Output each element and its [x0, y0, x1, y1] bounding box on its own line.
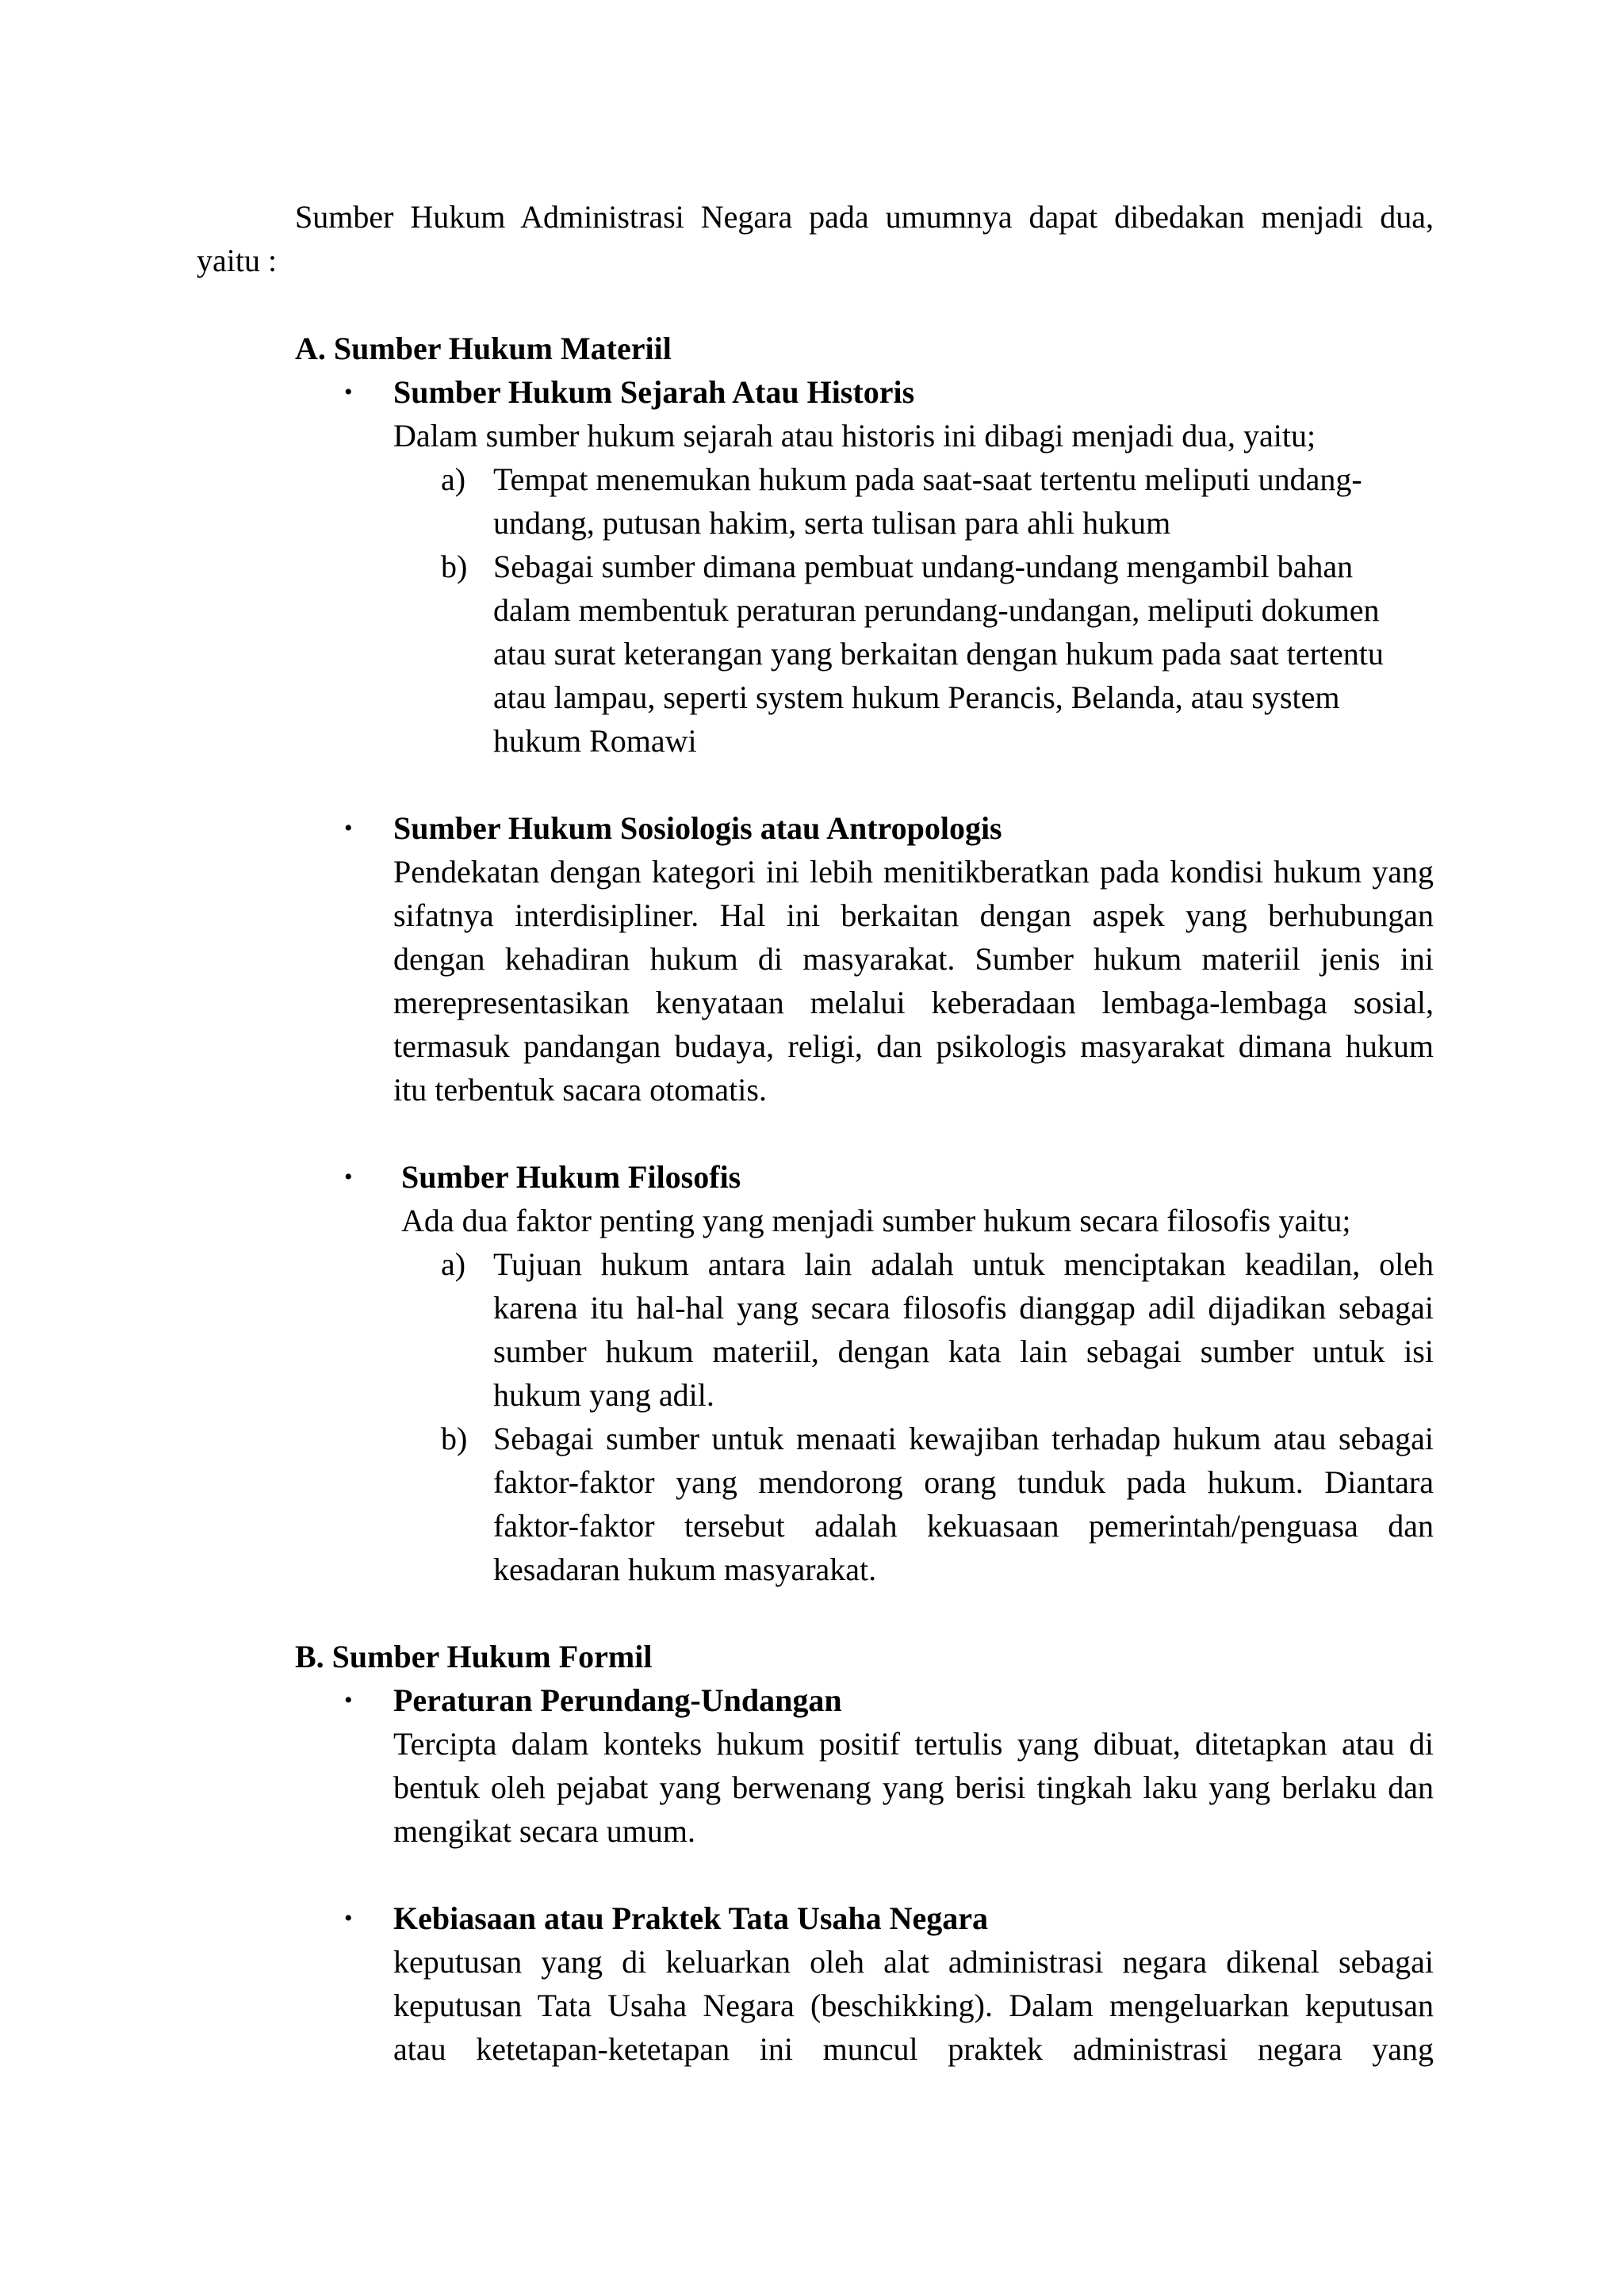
text-line: merepresentasikan kenyataan melalui keberadaan lembaga-lembaga sosial,: [393, 985, 1434, 1020]
filosofis-title: Sumber Hukum Filosofis: [401, 1159, 741, 1195]
historis-title: Sumber Hukum Sejarah Atau Historis: [393, 374, 915, 410]
text-line: faktor-faktor tersebut adalah kekuasaan pemerintah/penguasa dan: [493, 1508, 1434, 1544]
item-marker: b): [441, 1421, 468, 1456]
text-line: kesadaran hukum masyarakat.: [493, 1552, 877, 1587]
text-line: atau lampau, seperti system hukum Perancis, Belanda, atau system: [493, 679, 1340, 715]
text-line: Sebagai sumber untuk menaati kewajiban terhadap hukum atau sebagai: [493, 1421, 1434, 1456]
section-b-heading: B. Sumber Hukum Formil: [295, 1639, 653, 1674]
bullet-icon: •: [344, 1687, 353, 1713]
text-line: itu terbentuk sacara otomatis.: [393, 1072, 767, 1108]
bullet-icon: •: [344, 1164, 353, 1190]
text-line: Ada dua faktor penting yang menjadi sumber hukum secara filosofis yaitu;: [401, 1203, 1351, 1238]
text-line: atau ketetapan-ketetapan ini muncul praktek administrasi negara yang: [393, 2031, 1434, 2067]
text-line: Tercipta dalam konteks hukum positif tertulis yang dibuat, ditetapkan atau di: [393, 1726, 1434, 1762]
bullet-icon: •: [344, 1905, 353, 1931]
kebiasaan-paragraph: [393, 1940, 1434, 2071]
item-body: [493, 545, 1434, 763]
text-line: Tujuan hukum antara lain adalah untuk menciptakan keadilan, oleh: [493, 1246, 1434, 1282]
historis-lead: [393, 414, 1434, 457]
sosiologis-title: Sumber Hukum Sosiologis atau Antropologis: [393, 810, 1002, 846]
text-line: bentuk oleh pejabat yang berwenang yang berisi tingkah laku yang berlaku dan: [393, 1770, 1434, 1805]
peraturan-title: Peraturan Perundang-Undangan: [393, 1682, 842, 1718]
item-body: [493, 1417, 1434, 1591]
kebiasaan-title: Kebiasaan atau Praktek Tata Usaha Negara: [393, 1900, 989, 1936]
section-a-heading: A. Sumber Hukum Materiil: [295, 331, 672, 366]
text-line: undang, putusan hakim, serta tulisan para ahli hukum: [493, 505, 1171, 541]
text-line: atau surat keterangan yang berkaitan dengan hukum pada saat tertentu: [493, 636, 1384, 672]
sosiologis-paragraph: [393, 850, 1434, 1112]
item-body: [493, 457, 1434, 545]
item-body: [493, 1242, 1434, 1417]
text-line: mengikat secara umum.: [393, 1813, 695, 1849]
text-line: dengan kehadiran hukum di masyarakat. Sumber hukum materiil jenis ini: [393, 941, 1434, 977]
bullet-icon: •: [344, 379, 353, 405]
intro-line-2: yaitu :: [197, 243, 278, 278]
text-line: hukum yang adil.: [493, 1377, 714, 1413]
text-line: Sebagai sumber dimana pembuat undang-undang mengambil bahan: [493, 549, 1354, 584]
text-line: Dalam sumber hukum sejarah atau historis ini dibagi menjadi dua, yaitu;: [393, 418, 1316, 453]
item-marker: b): [441, 549, 468, 584]
text-line: dalam membentuk peraturan perundang-undangan, meliputi dokumen: [493, 592, 1380, 628]
text-line: Pendekatan dengan kategori ini lebih menitikberatkan pada kondisi hukum yang: [393, 854, 1434, 890]
item-marker: a): [441, 461, 466, 497]
filosofis-lead: [401, 1199, 1442, 1242]
text-line: keputusan yang di keluarkan oleh alat administrasi negara dikenal sebagai: [393, 1944, 1434, 1980]
text-line: termasuk pandangan budaya, religi, dan psikologis masyarakat dimana hukum: [393, 1028, 1434, 1064]
text-line: hukum Romawi: [493, 723, 697, 759]
intro-line-1: Sumber Hukum Administrasi Negara pada umumnya dapat dibedakan menjadi dua,: [295, 199, 1434, 235]
text-line: Tempat menemukan hukum pada saat-saat tertentu meliputi undang-: [493, 461, 1362, 497]
peraturan-paragraph: [393, 1722, 1434, 1853]
bullet-icon: •: [344, 815, 353, 841]
text-line: sumber hukum materiil, dengan kata lain sebagai sumber untuk isi: [493, 1334, 1434, 1369]
item-marker: a): [441, 1246, 466, 1282]
text-line: faktor-faktor yang mendorong orang tunduk pada hukum. Diantara: [493, 1464, 1434, 1500]
text-line: sifatnya interdisipliner. Hal ini berkaitan dengan aspek yang berhubungan: [393, 897, 1434, 933]
text-line: keputusan Tata Usaha Negara (beschikking). Dalam mengeluarkan keputusan: [393, 1988, 1434, 2023]
text-line: karena itu hal-hal yang secara filosofis dianggap adil dijadikan sebagai: [493, 1290, 1434, 1326]
